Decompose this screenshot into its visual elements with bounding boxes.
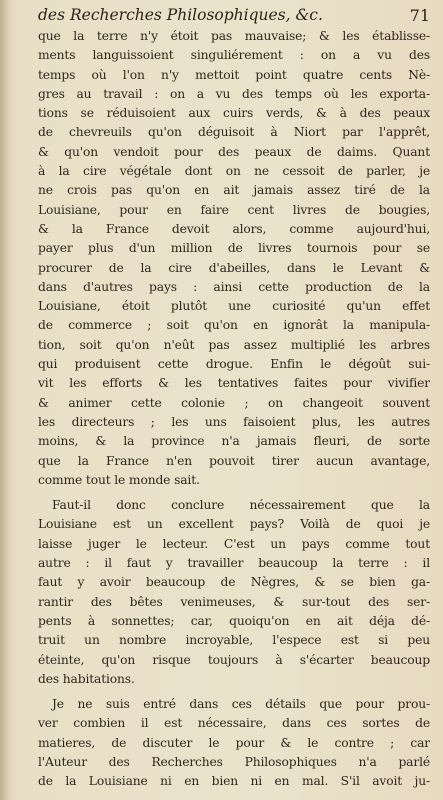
text-line: faut y avoir beaucoup de Nègres, & se bien ga- — [38, 575, 430, 590]
text-line: dans d'autres pays : ainsi cette production de la — [38, 279, 430, 294]
text-line: l'Auteur des Recherches Philosophiques n'a parlé — [38, 754, 430, 769]
text-line: procurer de la cire d'abeilles, dans le Levant & — [38, 260, 430, 275]
text-line: temps où l'on n'y mettoit point quatre cents Nè- — [38, 67, 430, 82]
text-line: Je ne suis entré dans ces détails que pour prou- — [52, 697, 430, 712]
body-text — [38, 27, 430, 792]
text-line: vit les efforts & les tentatives faites pour vivifier — [38, 376, 430, 391]
text-line: Louisiane, pour en faire cent livres de bougies, — [38, 202, 430, 217]
text-line: pents à sonnettes; car, quoiqu'on en ait déja dé- — [38, 613, 430, 628]
text-line: comme tout le monde sait. — [38, 472, 200, 487]
text-line: ments languissoient singuliérement : on a vu des — [38, 48, 430, 63]
text-line: & animer cette colonie ; on changeoit souvent — [38, 395, 430, 410]
text-line: rantir des bêtes venimeuses, & sur-tout des ser- — [38, 594, 430, 609]
text-line: des habitations. — [38, 671, 135, 686]
running-title: des Recherches Philosophiques, &c. — [38, 6, 323, 24]
text-line: de la Louisiane ni en bien ni en mal. S'il avoit ju- — [38, 774, 430, 789]
text-line: tions se réduisoient aux cuirs verds, & à des peaux — [38, 106, 430, 121]
text-line: Faut-il donc conclure nécessairement que la — [52, 498, 430, 513]
text-line: ver combien il est nécessaire, dans ces sortes de — [38, 716, 430, 731]
page-number: 71 — [409, 6, 430, 25]
text-line: de commerce ; soit qu'on en ignorât la manipula- — [38, 318, 430, 333]
text-line: matieres, de discuter le pour & le contre ; car — [38, 735, 430, 750]
text-line: éteinte, qu'on risque toujours à s'écarter beaucoup — [38, 652, 430, 667]
text-line: Louisiane, étoit plutôt une curiosité qu'un effet — [38, 299, 430, 314]
text-line: autre : il faut y travailler beaucoup la terre : il — [38, 556, 430, 571]
text-line: les directeurs ; les uns faisoient plus, les autres — [38, 414, 430, 429]
text-line: moins, & la province n'a jamais fleuri, de sorte — [38, 434, 430, 449]
gutter-shadow — [0, 0, 10, 800]
text-line: laisse juger le lecteur. C'est un pays comme tout — [38, 536, 430, 551]
text-line: que la terre n'y étoit pas mauvaise; & les établisse- — [38, 29, 430, 43]
text-line: à la cire végétale dont on ne cessoit de parler, je — [38, 164, 430, 179]
text-line: qui produisent cette drogue. Enfin le dégoût sui- — [38, 357, 430, 372]
text-line: que la France n'en pouvoit tirer aucun avantage, — [38, 453, 430, 468]
text-line: gres au travail : on a vu des temps où les exporta- — [38, 86, 430, 101]
text-line: truit un nombre incroyable, l'espece est si peu — [38, 633, 430, 648]
text-line: & la France devoit alors, comme aujourd'hui, — [38, 221, 430, 236]
text-line: & qu'on vendoit pour des peaux de daims. Quant — [38, 144, 430, 159]
text-line: Louisiane est un excellent pays? Voilà de quoi je — [38, 517, 430, 532]
text-line: ne crois pas qu'on en ait jamais assez tiré de la — [38, 183, 430, 198]
text-line: payer plus d'un million de livres tournois pour se — [38, 241, 430, 256]
text-line: tion, soit qu'on n'eût pas assez multiplié les arbres — [38, 337, 430, 352]
text-line: de chevreuils qu'on déguisoit à Niort par l'apprêt, — [38, 125, 430, 140]
